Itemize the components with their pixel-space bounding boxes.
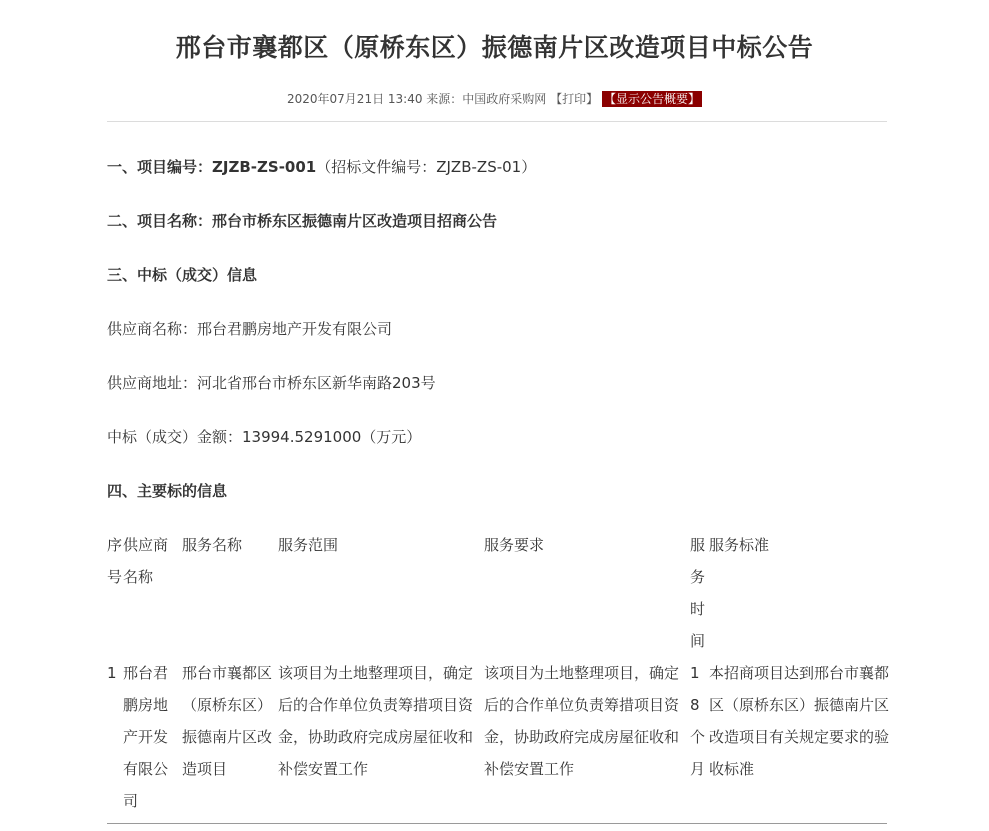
divider [107,121,887,122]
header-seq: 序号 [107,536,123,586]
table-bottom-border [107,823,887,824]
row-supplier: 邢台君鹏房地产开发有限公司 [123,664,169,810]
header-scope: 服务范围 [278,536,339,554]
amount-line: 中标（成交）金额：13994.5291000（万元） [107,428,422,446]
header-service-name: 服务名称 [182,536,243,554]
header-time: 服务时间 [690,536,706,650]
winner-heading: 三、中标（成交）信息 [107,266,258,284]
supplier-address-line: 供应商地址：河北省邢台市桥东区新华南路203号 [107,374,436,392]
show-summary-button[interactable]: 【显示公告概要】 [603,92,700,106]
row-scope: 该项目为土地整理项目，确定后的合作单位负责筹措项目资金，协助政府完成房屋征收和补偿安置工作 [278,664,474,778]
row-time: 18个月 [690,664,706,778]
main-info-heading: 四、主要标的信息 [107,482,228,500]
row-service-name: 邢台市襄都区（原桥东区）振德南片区改造项目 [182,664,273,778]
project-number: ZJZB-ZS-001 [212,158,317,176]
row-standard: 本招商项目达到邢台市襄都区（原桥东区）振德南片区改造项目有关规定要求的验收标准 [709,664,890,778]
print-link[interactable]: 【打印】 [550,92,599,106]
header-supplier: 供应商名称 [123,536,169,586]
row-seq: 1 [107,664,117,682]
header-standard: 服务标准 [709,536,770,554]
project-number-line [107,156,536,177]
header-requirement: 服务要求 [484,536,545,554]
project-name-line: 二、项目名称：邢台市桥东区振德南片区改造项目招商公告 [107,212,498,230]
bid-doc-number: （招标文件编号：ZJZB-ZS-01） [316,158,537,176]
project-number-label: 一、项目编号： [107,158,213,176]
meta-line [0,90,989,107]
page-title: 邢台市襄都区（原桥东区）振德南片区改造项目中标公告 [175,33,814,62]
supplier-name-line: 供应商名称：邢台君鹏房地产开发有限公司 [107,320,393,338]
row-requirement: 该项目为土地整理项目，确定后的合作单位负责筹措项目资金，协助政府完成房屋征收和补偿安置工作 [484,664,680,778]
date-source: 2020年07月21日 13:40 来源：中国政府采购网 [287,92,547,106]
